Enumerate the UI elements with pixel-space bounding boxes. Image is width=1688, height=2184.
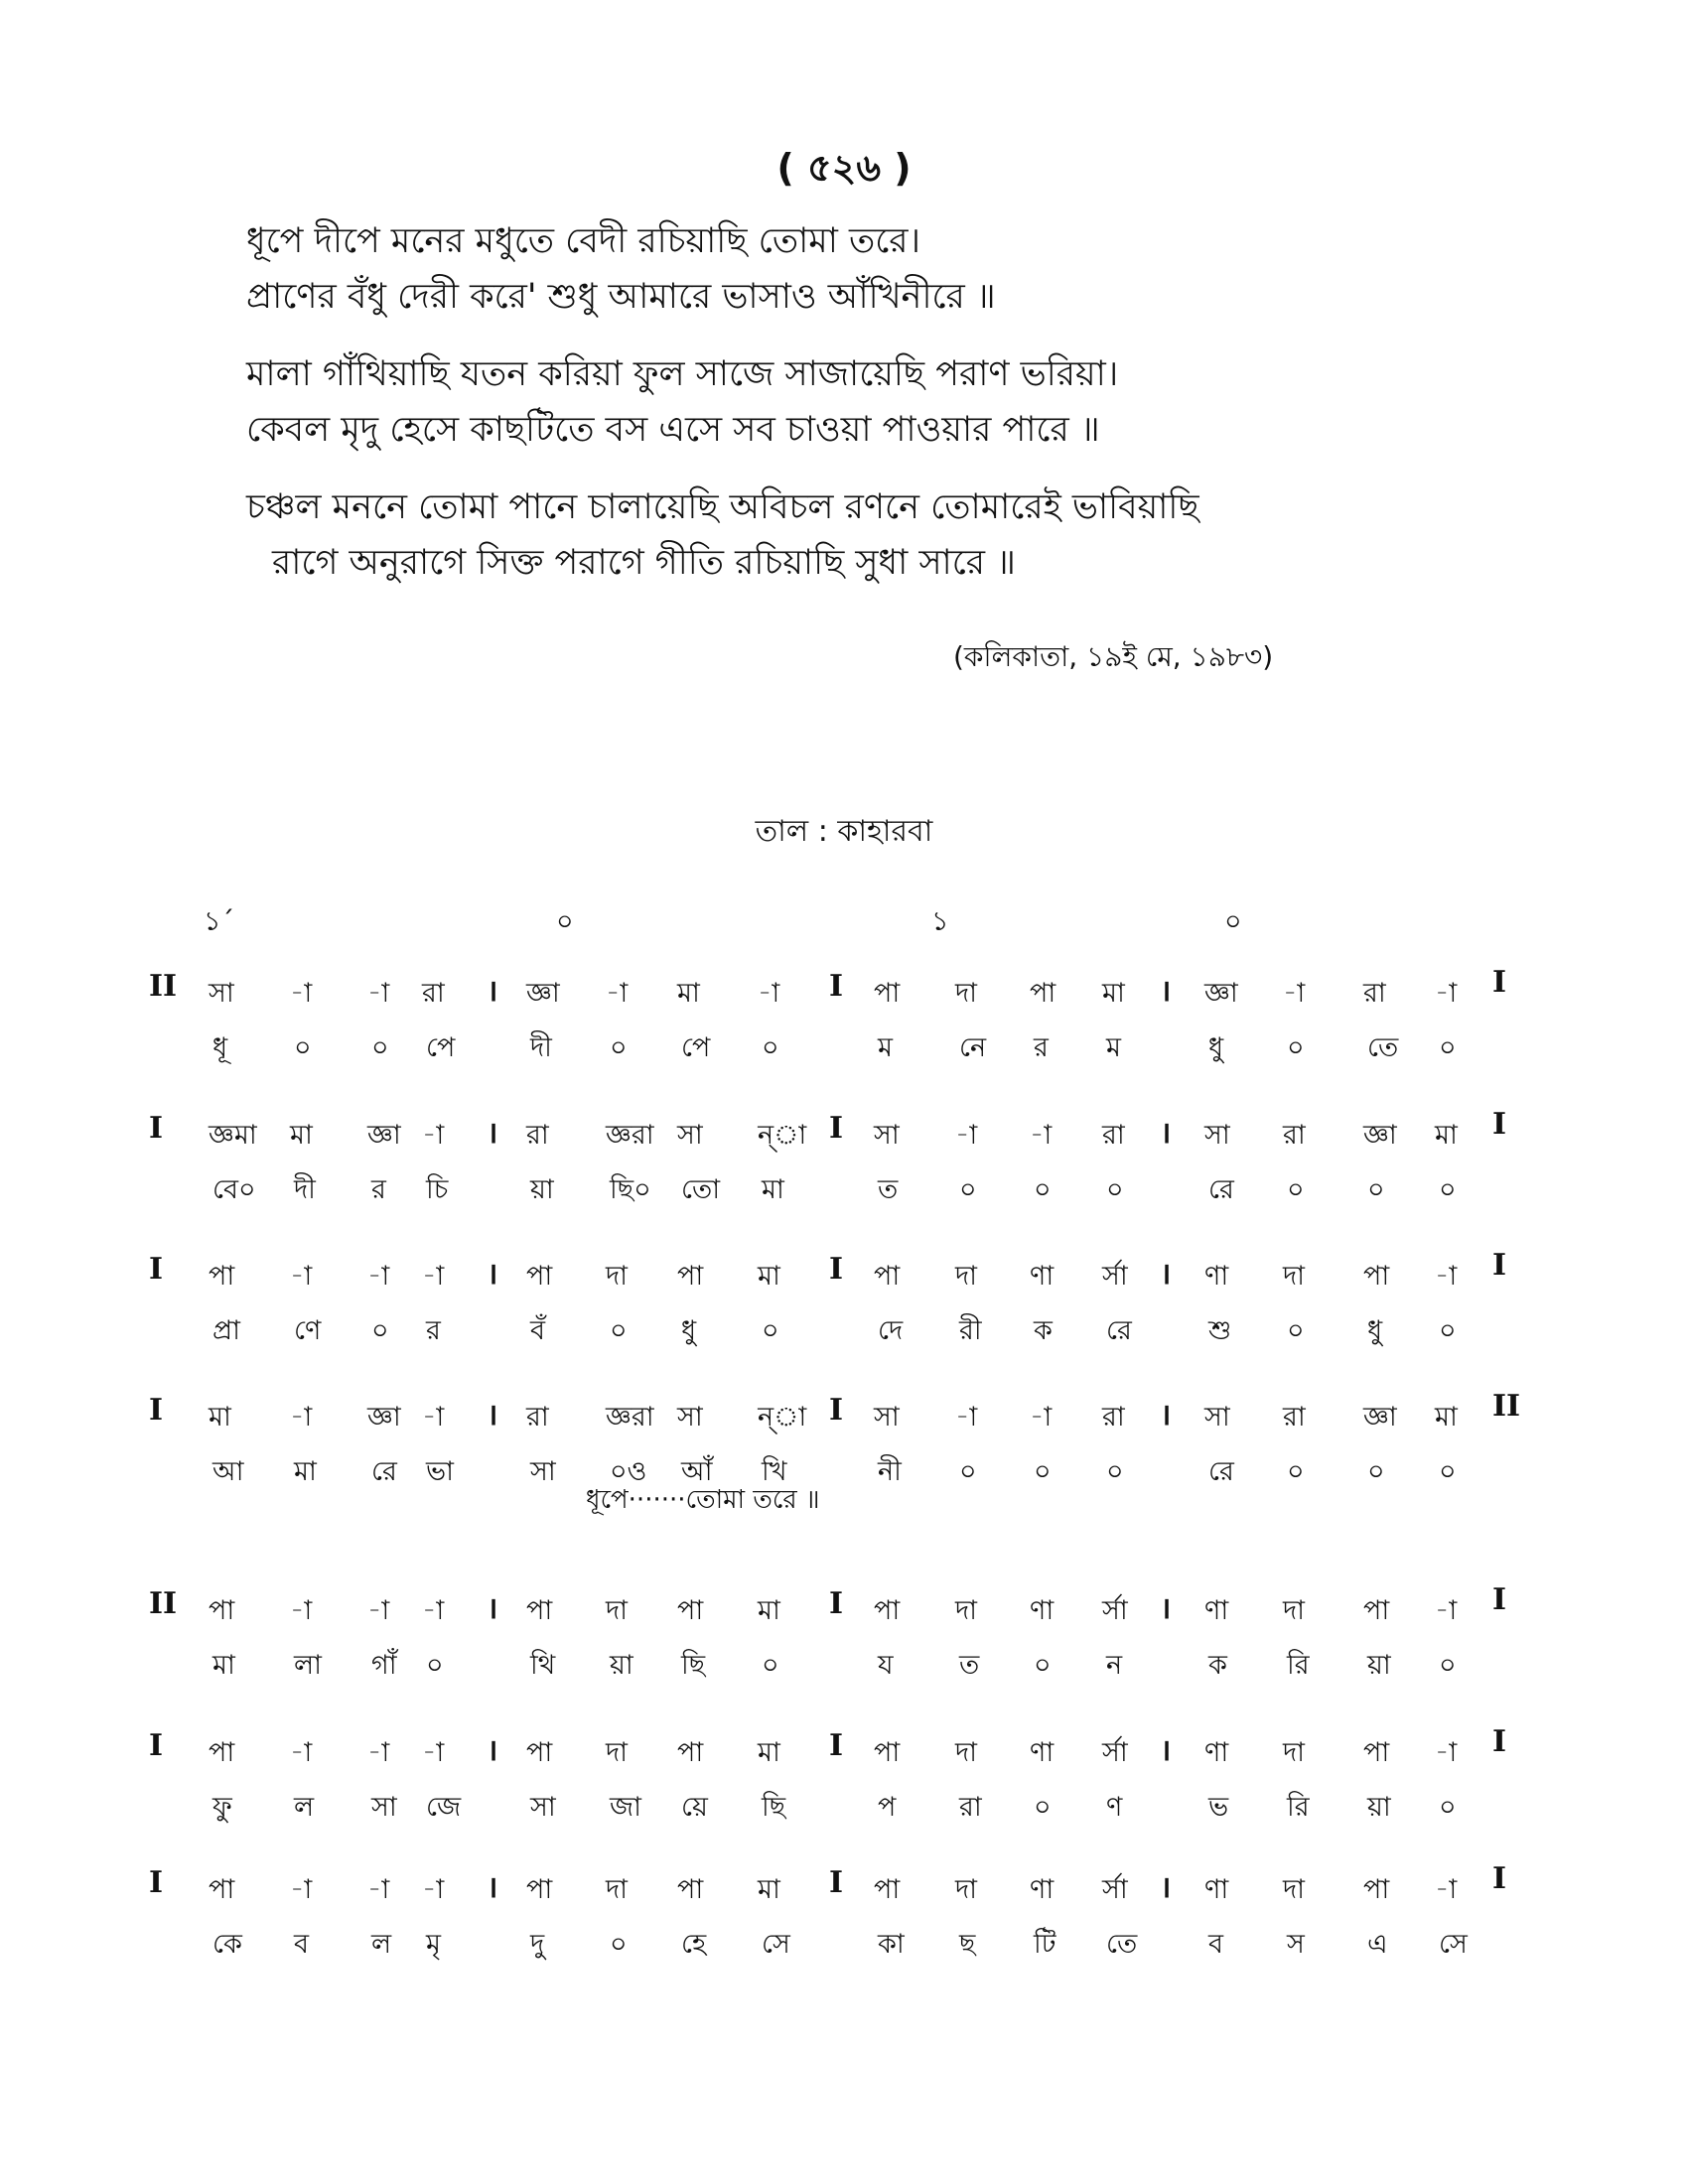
lyric-syllable: ০ — [371, 1315, 389, 1346]
lyric-syllable: ০ — [1034, 1792, 1052, 1823]
bar-line-close: I — [1492, 1107, 1507, 1142]
lyric-syllable: ০ — [610, 1032, 628, 1063]
bar-line-close: I — [1492, 1861, 1507, 1896]
swara-note: জ্ঞা — [367, 1120, 401, 1151]
swara-note: র্সা — [1102, 1261, 1128, 1292]
swara-note: দা — [1283, 1874, 1306, 1905]
swara-note: জ্ঞা — [526, 978, 560, 1009]
lyric-syllable: য়া — [530, 1174, 554, 1205]
swara-note: দা — [955, 1595, 978, 1626]
swara-note: -া — [422, 1261, 445, 1292]
swara-note: -া — [1435, 1737, 1458, 1768]
swara-note: পা — [526, 1737, 553, 1768]
lyric-syllable: আঁ — [681, 1456, 713, 1487]
lyric-syllable: থি — [530, 1650, 556, 1681]
song-number: ( ৫২৬ ) — [776, 146, 912, 190]
lyric-syllable: রে — [1208, 1174, 1234, 1205]
lyric-syllable: ছি — [762, 1792, 786, 1823]
swara-note: ণা — [1030, 1874, 1055, 1905]
lyric-syllable: ০ — [371, 1032, 389, 1063]
lyric-syllable: ল — [294, 1792, 315, 1823]
lyric-syllable: এ — [1367, 1929, 1388, 1960]
swara-note: পা — [209, 1737, 235, 1768]
lyric-syllable: ছ — [959, 1929, 976, 1960]
lyric-syllable: মা — [762, 1174, 784, 1205]
swara-note: -া — [1283, 978, 1306, 1009]
swara-note: ণা — [1204, 1874, 1229, 1905]
bar-divider: । — [1160, 1398, 1172, 1433]
lyric-syllable: লা — [294, 1650, 322, 1681]
lyric-syllable: ভ — [1208, 1792, 1229, 1823]
lyric-syllable: ম — [878, 1032, 893, 1063]
lyric-syllable: ০ও — [610, 1456, 647, 1487]
swara-note: -া — [422, 1402, 445, 1433]
lyric-syllable: য়া — [1367, 1650, 1391, 1681]
lyric-syllable: ০ — [1034, 1650, 1052, 1681]
bar-divider: । — [487, 1257, 498, 1292]
lyric-syllable: সা — [530, 1792, 556, 1823]
lyric-syllable: ০ — [1287, 1456, 1305, 1487]
swara-note: -া — [422, 1595, 445, 1626]
swara-note: -া — [1030, 1402, 1053, 1433]
bar-divider: । — [487, 1398, 498, 1433]
bar-line-close: I — [1492, 1248, 1507, 1283]
swara-note: মা — [758, 1261, 780, 1292]
swara-note: রা — [526, 1402, 549, 1433]
bar-divider: । — [487, 1116, 498, 1151]
swara-note: মা — [1435, 1120, 1458, 1151]
taal-mark: ১´ — [204, 906, 235, 937]
bar-divider: । — [1160, 1870, 1172, 1905]
swara-note: মা — [677, 978, 700, 1009]
swara-note: পা — [677, 1737, 704, 1768]
swara-note: জ্ঞা — [367, 1402, 401, 1433]
lyric-syllable: দে — [878, 1315, 904, 1346]
bar-divider: I — [829, 1728, 844, 1763]
lyric-syllable: বে০ — [212, 1174, 256, 1205]
lyric-syllable: ০ — [1287, 1032, 1305, 1063]
lyric-syllable: ০ — [762, 1650, 779, 1681]
swara-note: র্সা — [1102, 1595, 1128, 1626]
lyric-syllable: ০ — [1287, 1174, 1305, 1205]
lyric-syllable: ০ — [959, 1174, 977, 1205]
lyric-line: কেবল মৃদু হেসে কাছটিতে বস এসে সব চাওয়া পাওয়ার পারে ॥ — [246, 410, 1100, 450]
swara-note: ন্া — [758, 1402, 807, 1433]
taal-heading: তাল : কাহারবা — [755, 814, 933, 849]
lyric-syllable: র — [1034, 1032, 1049, 1063]
swara-note: ণা — [1204, 1737, 1229, 1768]
lyric-syllable: ০ — [1106, 1456, 1124, 1487]
bar-line-open: I — [149, 1111, 164, 1146]
swara-note: -া — [606, 978, 629, 1009]
swara-note: জ্ঞা — [1204, 978, 1238, 1009]
taal-mark: ০ — [556, 906, 574, 937]
lyric-syllable: ০ — [1287, 1315, 1305, 1346]
swara-note: দা — [1283, 1595, 1306, 1626]
bar-divider: I — [829, 969, 844, 1004]
lyric-syllable: ০ — [610, 1929, 628, 1960]
lyric-syllable: য়া — [610, 1650, 633, 1681]
lyric-syllable: ত — [878, 1174, 899, 1205]
lyric-syllable: প — [878, 1792, 897, 1823]
lyric-syllable: ব — [294, 1929, 310, 1960]
swara-note: দা — [955, 978, 978, 1009]
swara-note: মা — [758, 1595, 780, 1626]
lyric-syllable: রে — [1208, 1456, 1234, 1487]
swara-note: পা — [1363, 1595, 1390, 1626]
swara-note: পা — [874, 1595, 901, 1626]
refrain-marker: ধূপে·······তোমা তরে ॥ — [586, 1485, 820, 1515]
bar-line-open: I — [149, 1393, 164, 1428]
swara-note: -া — [422, 1737, 445, 1768]
lyric-syllable: সে — [762, 1929, 790, 1960]
swara-note: -া — [758, 978, 780, 1009]
swara-note: পা — [526, 1261, 553, 1292]
lyric-syllable: ০ — [762, 1032, 779, 1063]
lyric-syllable: য়ে — [681, 1792, 708, 1823]
swara-note: -া — [1435, 1595, 1458, 1626]
lyric-line: চঞ্চল মননে তোমা পানে চালায়েছি অবিচল রণনে তোমারেই ভাবিয়াছি — [246, 487, 1199, 527]
lyric-syllable: রে — [371, 1456, 397, 1487]
lyric-syllable: ল — [371, 1929, 392, 1960]
taal-mark: ০ — [1224, 906, 1242, 937]
lyric-syllable: ক — [1034, 1315, 1053, 1346]
bar-line-open: I — [149, 1252, 164, 1287]
swara-note: মা — [209, 1402, 231, 1433]
lyric-syllable: ব — [1208, 1929, 1224, 1960]
swara-note: -া — [367, 1874, 390, 1905]
swara-note: পা — [209, 1874, 235, 1905]
swara-note: -া — [367, 978, 390, 1009]
lyric-syllable: তে — [1367, 1032, 1399, 1063]
lyric-syllable: ছি — [681, 1650, 706, 1681]
lyric-syllable: দী — [294, 1174, 316, 1205]
lyric-line: রাগে অনুরাগে সিক্ত পরাগে গীতি রচিয়াছি সুধা সারে ॥ — [272, 543, 1016, 583]
lyric-syllable: সা — [530, 1456, 556, 1487]
lyric-syllable: ভা — [426, 1456, 454, 1487]
swara-note: দা — [1283, 1261, 1306, 1292]
lyric-syllable: খি — [762, 1456, 787, 1487]
lyric-syllable: স — [1287, 1929, 1305, 1960]
swara-note: জ্ঞমা — [209, 1120, 257, 1151]
lyric-syllable: নে — [959, 1032, 987, 1063]
lyric-syllable: নী — [878, 1456, 902, 1487]
lyric-syllable: টি — [1034, 1929, 1056, 1960]
lyric-syllable: ০ — [1367, 1174, 1385, 1205]
swara-note: পা — [874, 1874, 901, 1905]
bar-divider: । — [487, 1870, 498, 1905]
swara-note: পা — [1363, 1261, 1390, 1292]
lyric-syllable: তো — [681, 1174, 721, 1205]
swara-note: জ্ঞরা — [606, 1120, 654, 1151]
swara-note: দা — [1283, 1737, 1306, 1768]
swara-note: রা — [1283, 1120, 1306, 1151]
bar-line-open: II — [149, 969, 178, 1004]
swara-note: রা — [1102, 1120, 1125, 1151]
lyric-syllable: ০ — [762, 1315, 779, 1346]
bar-line-open: I — [149, 1865, 164, 1900]
swara-note: -া — [422, 1874, 445, 1905]
lyric-syllable: কে — [212, 1929, 242, 1960]
swara-note: -া — [290, 1737, 313, 1768]
swara-note: -া — [290, 1595, 313, 1626]
swara-note: দা — [606, 1595, 629, 1626]
bar-line-close: I — [1492, 1724, 1507, 1759]
swara-note: সা — [677, 1120, 703, 1151]
lyric-line: প্রাণের বঁধু দেরী করে' শুধু আমারে ভাসাও আঁখিনীরে ॥ — [246, 277, 996, 317]
swara-note: পা — [526, 1595, 553, 1626]
swara-note: সা — [874, 1402, 900, 1433]
swara-note: -া — [367, 1261, 390, 1292]
lyric-syllable: য়া — [1367, 1792, 1391, 1823]
lyric-syllable: ০ — [294, 1032, 312, 1063]
lyric-syllable: ধূ — [212, 1032, 228, 1063]
lyric-syllable: গাঁ — [371, 1650, 397, 1681]
swara-note: সা — [874, 1120, 900, 1151]
swara-note: -া — [290, 978, 313, 1009]
lyric-syllable: ম — [1106, 1032, 1121, 1063]
lyric-syllable: হে — [681, 1929, 707, 1960]
bar-divider: । — [487, 1733, 498, 1768]
lyric-syllable: ধু — [681, 1315, 697, 1346]
swara-note: সা — [209, 978, 234, 1009]
swara-note: মা — [758, 1737, 780, 1768]
bar-divider: I — [829, 1252, 844, 1287]
swara-note: পা — [526, 1874, 553, 1905]
swara-note: দা — [955, 1737, 978, 1768]
swara-note: সা — [677, 1402, 703, 1433]
lyric-syllable: মা — [294, 1456, 317, 1487]
bar-line-close: I — [1492, 965, 1507, 1000]
swara-note: ণা — [1030, 1261, 1055, 1292]
lyric-syllable: ধু — [1367, 1315, 1383, 1346]
lyric-syllable: ০ — [1034, 1174, 1052, 1205]
swara-note: ণা — [1204, 1261, 1229, 1292]
swara-note: -া — [1030, 1120, 1053, 1151]
lyric-syllable: ০ — [1439, 1174, 1457, 1205]
swara-note: -া — [367, 1595, 390, 1626]
lyric-syllable: ধু — [1208, 1032, 1224, 1063]
bar-divider: । — [1160, 974, 1172, 1009]
lyric-syllable: ০ — [1106, 1174, 1124, 1205]
lyric-syllable: কা — [878, 1929, 905, 1960]
swara-note: পা — [677, 1874, 704, 1905]
lyric-syllable: সা — [371, 1792, 397, 1823]
bar-divider: I — [829, 1393, 844, 1428]
swara-note: পা — [874, 1261, 901, 1292]
lyric-syllable: দু — [530, 1929, 545, 1960]
swara-note: -া — [1435, 1261, 1458, 1292]
swara-note: পা — [874, 978, 901, 1009]
swara-note: ণা — [1030, 1595, 1055, 1626]
lyric-syllable: ০ — [1439, 1456, 1457, 1487]
swara-note: মা — [1102, 978, 1125, 1009]
lyric-syllable: পে — [681, 1032, 711, 1063]
bar-divider: । — [1160, 1591, 1172, 1626]
swara-note: পা — [677, 1261, 704, 1292]
swara-note: পা — [1363, 1874, 1390, 1905]
lyric-syllable: ন — [1106, 1650, 1123, 1681]
lyric-syllable: ০ — [1439, 1650, 1457, 1681]
swara-note: পা — [874, 1737, 901, 1768]
bar-divider: । — [487, 1591, 498, 1626]
bar-line-close: I — [1492, 1582, 1507, 1617]
lyric-syllable: আ — [212, 1456, 244, 1487]
lyric-syllable: জা — [610, 1792, 641, 1823]
lyric-syllable: শু — [1208, 1315, 1232, 1346]
lyric-syllable: পে — [426, 1032, 456, 1063]
lyric-line: মালা গাঁথিয়াছি যতন করিয়া ফুল সাজে সাজায়েছি পরাণ ভরিয়া। — [246, 354, 1119, 394]
bar-divider: । — [487, 974, 498, 1009]
bar-line-open: II — [149, 1586, 178, 1621]
bar-divider: । — [1160, 1116, 1172, 1151]
swara-note: -া — [290, 1261, 313, 1292]
swara-note: -া — [1435, 1874, 1458, 1905]
swara-note: পা — [209, 1595, 235, 1626]
swara-note: দা — [606, 1737, 629, 1768]
swara-note: রা — [422, 978, 445, 1009]
swara-note: -া — [290, 1874, 313, 1905]
lyric-syllable: ০ — [1439, 1315, 1457, 1346]
lyric-syllable: র — [371, 1174, 386, 1205]
lyric-syllable: রে — [1106, 1315, 1132, 1346]
lyric-syllable: দী — [530, 1032, 552, 1063]
swara-note: -া — [955, 1402, 978, 1433]
lyric-syllable: জে — [426, 1792, 462, 1823]
swara-note: পা — [1030, 978, 1056, 1009]
swara-note: সা — [1204, 1120, 1230, 1151]
lyric-syllable: সে — [1439, 1929, 1468, 1960]
swara-note: জ্ঞরা — [606, 1402, 654, 1433]
swara-note: ন্া — [758, 1120, 807, 1151]
dateline: (কলিকাতা, ১৯ই মে, ১৯৮৩) — [953, 640, 1274, 673]
lyric-syllable: ফু — [212, 1792, 232, 1823]
swara-note: পা — [677, 1595, 704, 1626]
lyric-syllable: ছি০ — [610, 1174, 651, 1205]
swara-note: ণা — [1204, 1595, 1229, 1626]
lyric-syllable: মৃ — [426, 1929, 441, 1960]
swara-note: -া — [955, 1120, 978, 1151]
lyric-syllable: ত — [959, 1650, 980, 1681]
swara-note: সা — [1204, 1402, 1230, 1433]
lyric-syllable: ০ — [1367, 1456, 1385, 1487]
lyric-syllable: ণে — [294, 1315, 322, 1346]
swara-note: ণা — [1030, 1737, 1055, 1768]
swara-note: মা — [758, 1874, 780, 1905]
swara-note: রা — [1283, 1402, 1306, 1433]
lyric-syllable: প্রা — [212, 1315, 240, 1346]
swara-note: দা — [955, 1261, 978, 1292]
swara-note: মা — [290, 1120, 313, 1151]
taal-mark: ১ — [931, 906, 949, 937]
bar-divider: I — [829, 1111, 844, 1146]
lyric-syllable: ০ — [1439, 1032, 1457, 1063]
lyric-syllable: রা — [959, 1792, 982, 1823]
bar-divider: I — [829, 1865, 844, 1900]
lyric-syllable: রি — [1287, 1792, 1310, 1823]
lyric-syllable: র — [426, 1315, 441, 1346]
lyric-syllable: ০ — [610, 1315, 628, 1346]
swara-note: জ্ঞা — [1363, 1402, 1397, 1433]
swara-note: র্সা — [1102, 1737, 1128, 1768]
swara-note: মা — [1435, 1402, 1458, 1433]
swara-note: দা — [606, 1874, 629, 1905]
bar-line-close: II — [1492, 1389, 1521, 1424]
swara-note: -া — [290, 1402, 313, 1433]
swara-note: পা — [1363, 1737, 1390, 1768]
lyric-syllable: ণ — [1106, 1792, 1123, 1823]
lyric-syllable: রী — [959, 1315, 982, 1346]
lyric-syllable: মা — [212, 1650, 235, 1681]
swara-note: -া — [422, 1120, 445, 1151]
lyric-syllable: ০ — [426, 1650, 444, 1681]
lyric-syllable: চি — [426, 1174, 449, 1205]
swara-note: পা — [209, 1261, 235, 1292]
swara-note: র্সা — [1102, 1874, 1128, 1905]
swara-note: -া — [1435, 978, 1458, 1009]
lyric-syllable: ক — [1208, 1650, 1227, 1681]
lyric-syllable: ০ — [1439, 1792, 1457, 1823]
lyric-syllable: তে — [1106, 1929, 1138, 1960]
bar-divider: I — [829, 1586, 844, 1621]
swara-note: জ্ঞা — [1363, 1120, 1397, 1151]
swara-note: দা — [606, 1261, 629, 1292]
lyric-line: ধূপে দীপে মনের মধুতে বেদী রচিয়াছি তোমা তরে। — [246, 221, 921, 261]
lyric-syllable: বঁ — [530, 1315, 546, 1346]
lyric-syllable: ০ — [959, 1456, 977, 1487]
bar-divider: । — [1160, 1257, 1172, 1292]
lyric-syllable: ০ — [1034, 1456, 1052, 1487]
swara-note: -া — [367, 1737, 390, 1768]
lyric-syllable: রি — [1287, 1650, 1310, 1681]
swara-note: রা — [526, 1120, 549, 1151]
bar-line-open: I — [149, 1728, 164, 1763]
swara-note: রা — [1102, 1402, 1125, 1433]
swara-note: রা — [1363, 978, 1386, 1009]
lyric-syllable: য — [878, 1650, 894, 1681]
bar-divider: । — [1160, 1733, 1172, 1768]
swara-note: দা — [955, 1874, 978, 1905]
